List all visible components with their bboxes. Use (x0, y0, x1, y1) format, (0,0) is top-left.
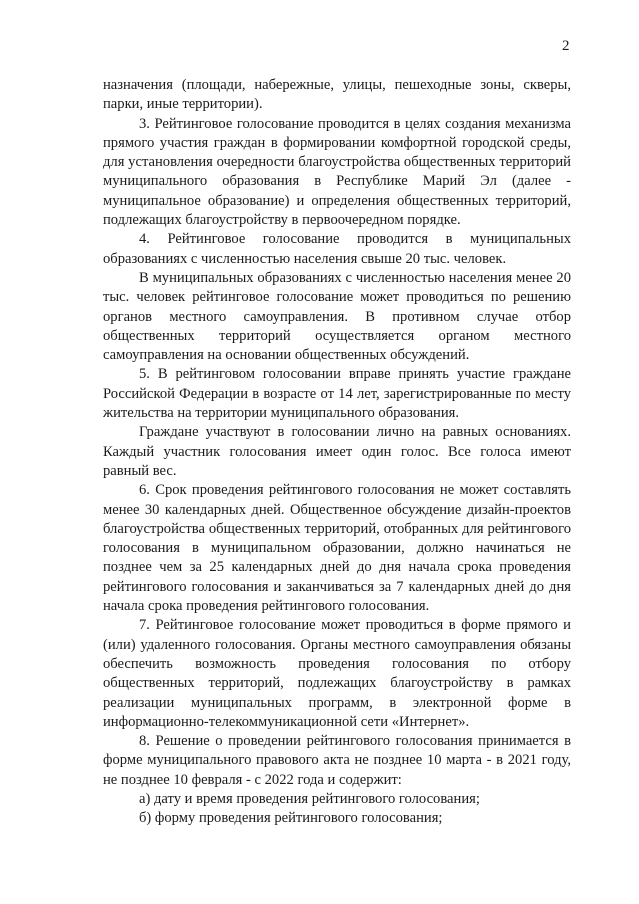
page-number: 2 (562, 38, 570, 54)
paragraph-continuation: назначения (площади, набережные, улицы, пешеходные зоны, скверы, парки, иные территории). (103, 77, 571, 113)
paragraph-item-6: 6. Срок проведения рейтингового голосования не может составлять менее 30 календарных дней. Общественное обсуждение дизайн-проектов благоустройства общественных территорий, отобранных для рейтингового голосования в муниципальном образовании, должно начинаться не позднее чем за 25 календарных дней до дня начала срока проведения рейтингового голосования и заканчиваться за 7 календарных дней до дня начала срока проведения рейтингового голосования. (103, 482, 571, 615)
document-body (103, 76, 571, 829)
paragraph-item-3: 3. Рейтинговое голосование проводится в целях создания механизма прямого участия граждан в формировании комфортной городской среды, для установления очередности благоустройства общественных территорий муниципального образования в Республике Марий Эл (далее - муниципальное образование) и определения общественных территорий, подлежащих благоустройству в первоочередном порядке. (103, 115, 571, 229)
paragraph-item-5-continued: Граждане участвуют в голосовании лично на равных основаниях. Каждый участник голосования имеет один голос. Все голоса имеют равный вес. (103, 424, 571, 479)
paragraph-subitem-b: б) форму проведения рейтингового голосования; (139, 810, 443, 827)
paragraph-subitem-a: а) дату и время проведения рейтингового голосования; (139, 790, 480, 807)
paragraph-item-4: 4. Рейтинговое голосование проводится в муниципальных образованиях с численностью населения свыше 20 тыс. человек. (103, 231, 571, 267)
paragraph-item-4-continued: В муниципальных образованиях с численностью населения менее 20 тыс. человек рейтинговое голосование может проводиться по решению органов местного самоуправления. В противном случае отбор общественных территорий осуществляется органом местного самоуправления на основании общественных обсуждений. (103, 269, 571, 364)
paragraph-item-5: 5. В рейтинговом голосовании вправе принять участие граждане Российской Федерации в возрасте от 14 лет, зарегистрированные по месту жительства на территории муниципального образования. (103, 366, 571, 422)
paragraph-item-7: 7. Рейтинговое голосование может проводиться в форме прямого и (или) удаленного голосования. Органы местного самоуправления обязаны обеспечить возможность проведения голосования по отбору общественных территорий, подлежащих благоустройству в рамках реализации муниципальных программ, в электронной форме в информационно-телекоммуникационной сети «Интернет». (103, 617, 571, 730)
paragraph-item-8: 8. Решение о проведении рейтингового голосования принимается в форме муниципального правового акта не позднее 10 марта - в 2021 году, не позднее 10 февраля - с 2022 года и содержит: (103, 733, 571, 788)
